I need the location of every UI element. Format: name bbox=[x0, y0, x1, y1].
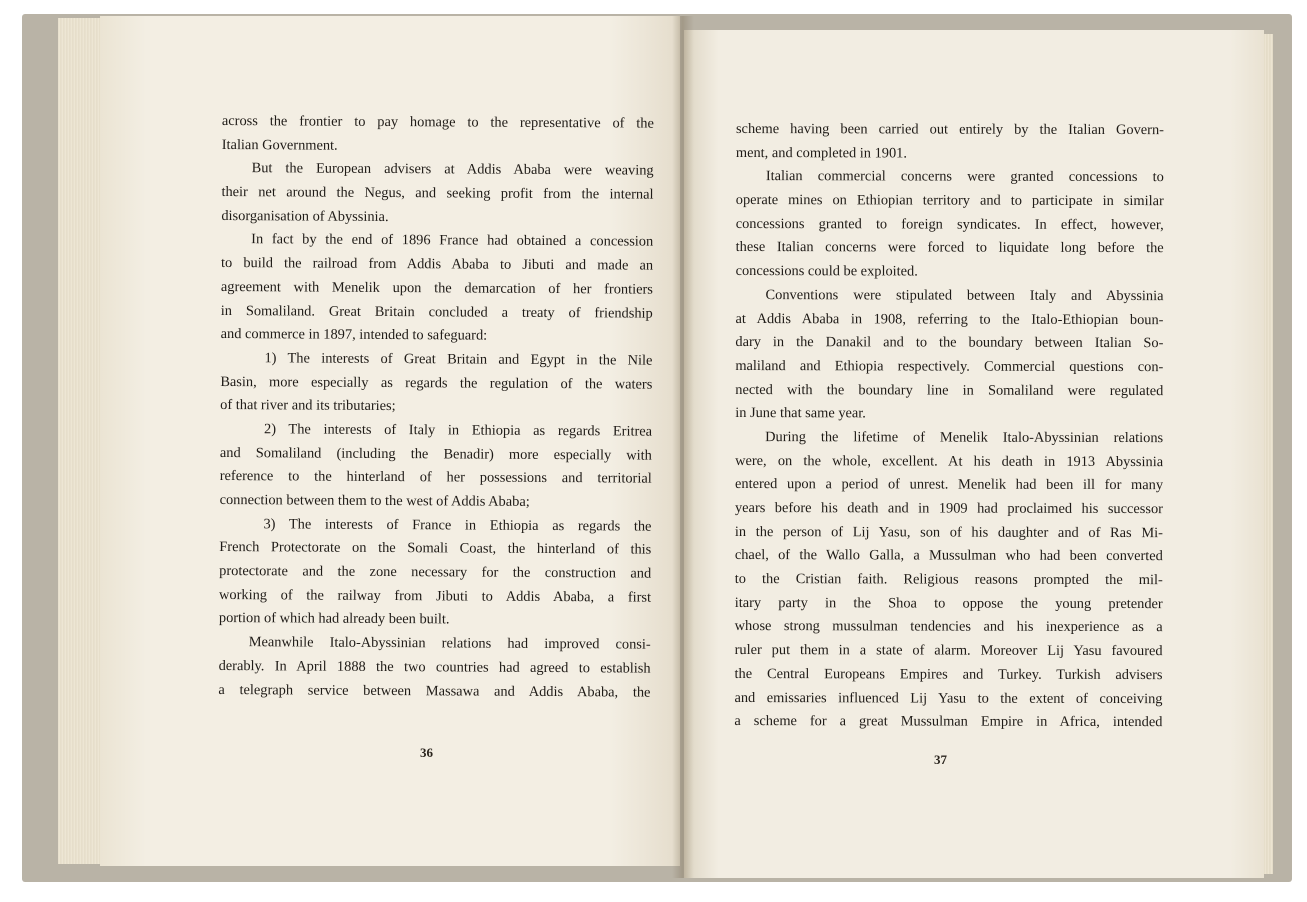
text-line: maliland and Ethiopia respectively. Commercial questions con- bbox=[735, 357, 1164, 375]
text-line: Italian Government. bbox=[221, 136, 338, 154]
text-line: in June that same year. bbox=[735, 405, 866, 422]
text-line: whose strong mussulman tendencies and his inexperience as a bbox=[734, 618, 1163, 636]
text-line: dary in the Danakil and to the boundary between Italian So- bbox=[735, 334, 1164, 352]
text-line: to the Cristian faith. Religious reasons prompted the mil- bbox=[734, 571, 1163, 589]
text-line: nected with the boundary line in Somaliland were regulated bbox=[735, 381, 1164, 399]
text-line: across the frontier to pay homage to the representative of the bbox=[221, 112, 654, 132]
text-line: derably. In April 1888 the two countries had agreed to establish bbox=[218, 657, 651, 677]
left-page-text bbox=[218, 110, 654, 705]
text-line: scheme having been carried out entirely by the Italian Govern- bbox=[735, 120, 1164, 139]
right-page-number: 37 bbox=[934, 752, 947, 767]
text-line: concessions granted to foreign syndicates. In effect, however, bbox=[735, 215, 1164, 233]
text-line: a scheme for a great Mussulman Empire in Africa, intended bbox=[734, 713, 1163, 731]
text-line: chael, of the Wallo Galla, a Mussulman who had been converted bbox=[734, 547, 1163, 565]
text-line: of that river and its tributaries; bbox=[220, 397, 396, 415]
text-line: 3) The interests of France in Ethiopia as regards the bbox=[263, 515, 652, 535]
text-line: years before his death and in 1909 had proclaimed his successor bbox=[734, 499, 1163, 518]
text-line: these Italian concerns were forced to liquidate long before the bbox=[735, 239, 1164, 257]
text-line: Conventions were stipulated between Italy and Abyssinia bbox=[765, 286, 1164, 304]
text-line: 2) The interests of Italy in Ethiopia as regards Eritrea bbox=[264, 421, 653, 440]
text-line: the Central Europeans Empires and Turkey. Turkish advisers bbox=[734, 665, 1163, 683]
text-line: and emissaries influenced Lij Yasu to the extent of conceiving bbox=[734, 689, 1163, 707]
text-line: operate mines on Ethiopian territory and to participate in similar bbox=[735, 192, 1164, 210]
text-line: portion of which had already been built. bbox=[218, 610, 450, 628]
text-line: a telegraph service between Massawa and Addis Ababa, the bbox=[218, 681, 651, 701]
text-line: Basin, more especially as regards the regulation of the waters bbox=[220, 373, 653, 393]
text-line: at Addis Ababa in 1908, referring to the Italo-Ethiopian boun- bbox=[735, 310, 1164, 328]
right-page-text bbox=[734, 118, 1164, 735]
text-line: and commerce in 1897, intended to safeguard: bbox=[220, 326, 488, 344]
text-line: protectorate and the zone necessary for the construction and bbox=[219, 563, 652, 582]
text-line: Italian commercial concerns were granted concessions to bbox=[765, 168, 1164, 186]
text-line: were, on the whole, excellent. At his death in 1913 Abyssinia bbox=[735, 452, 1164, 470]
left-page-number: 36 bbox=[420, 745, 433, 760]
text-line: French Protectorate on the Somali Coast, the hinterland of this bbox=[219, 539, 652, 559]
text-line: working of the railway from Jibuti to Addis Ababa, a first bbox=[218, 586, 652, 606]
text-line: Meanwhile Italo-Abyssinian relations had improved consi- bbox=[248, 634, 651, 653]
text-line: 1) The interests of Great Britain and Egypt in the Nile bbox=[264, 350, 653, 369]
text-line: concessions could be exploited. bbox=[735, 263, 918, 280]
text-line: In fact by the end of 1896 France had obtained a concession bbox=[251, 231, 654, 251]
text-line: their net around the Negus, and seeking profit from the internal bbox=[221, 184, 654, 203]
text-line: connection between them to the west of Addis Ababa; bbox=[219, 491, 530, 510]
text-line: During the lifetime of Menelik Italo-Abyssinian relations bbox=[765, 429, 1164, 447]
text-line: entered upon a period of unrest. Menelik had been ill for many bbox=[735, 476, 1164, 494]
text-line: to build the railroad from Addis Ababa to Jibuti and made an bbox=[221, 255, 654, 274]
text-line: ment, and completed in 1901. bbox=[735, 144, 907, 162]
text-line: ruler put them in a state of alarm. Moreover Lij Yasu favoured bbox=[734, 642, 1163, 660]
text-line: in Somaliland. Great Britain concluded a treaty of friendship bbox=[220, 302, 653, 322]
text-line: and Somaliland (including the Benadir) more especially with bbox=[219, 444, 652, 464]
book-gutter bbox=[672, 16, 694, 878]
text-line: agreement with Menelik upon the demarcation of her frontiers bbox=[220, 278, 653, 298]
text-line: disorganisation of Abyssinia. bbox=[221, 207, 389, 225]
text-line: But the European advisers at Addis Ababa were weaving bbox=[251, 160, 654, 180]
text-line: reference to the hinterland of her possessions and territorial bbox=[219, 468, 652, 487]
text-line: in the person of Lij Yasu, son of his daughter and of Ras Mi- bbox=[734, 523, 1163, 541]
text-line: itary party in the Shoa to oppose the young pretender bbox=[734, 594, 1163, 612]
